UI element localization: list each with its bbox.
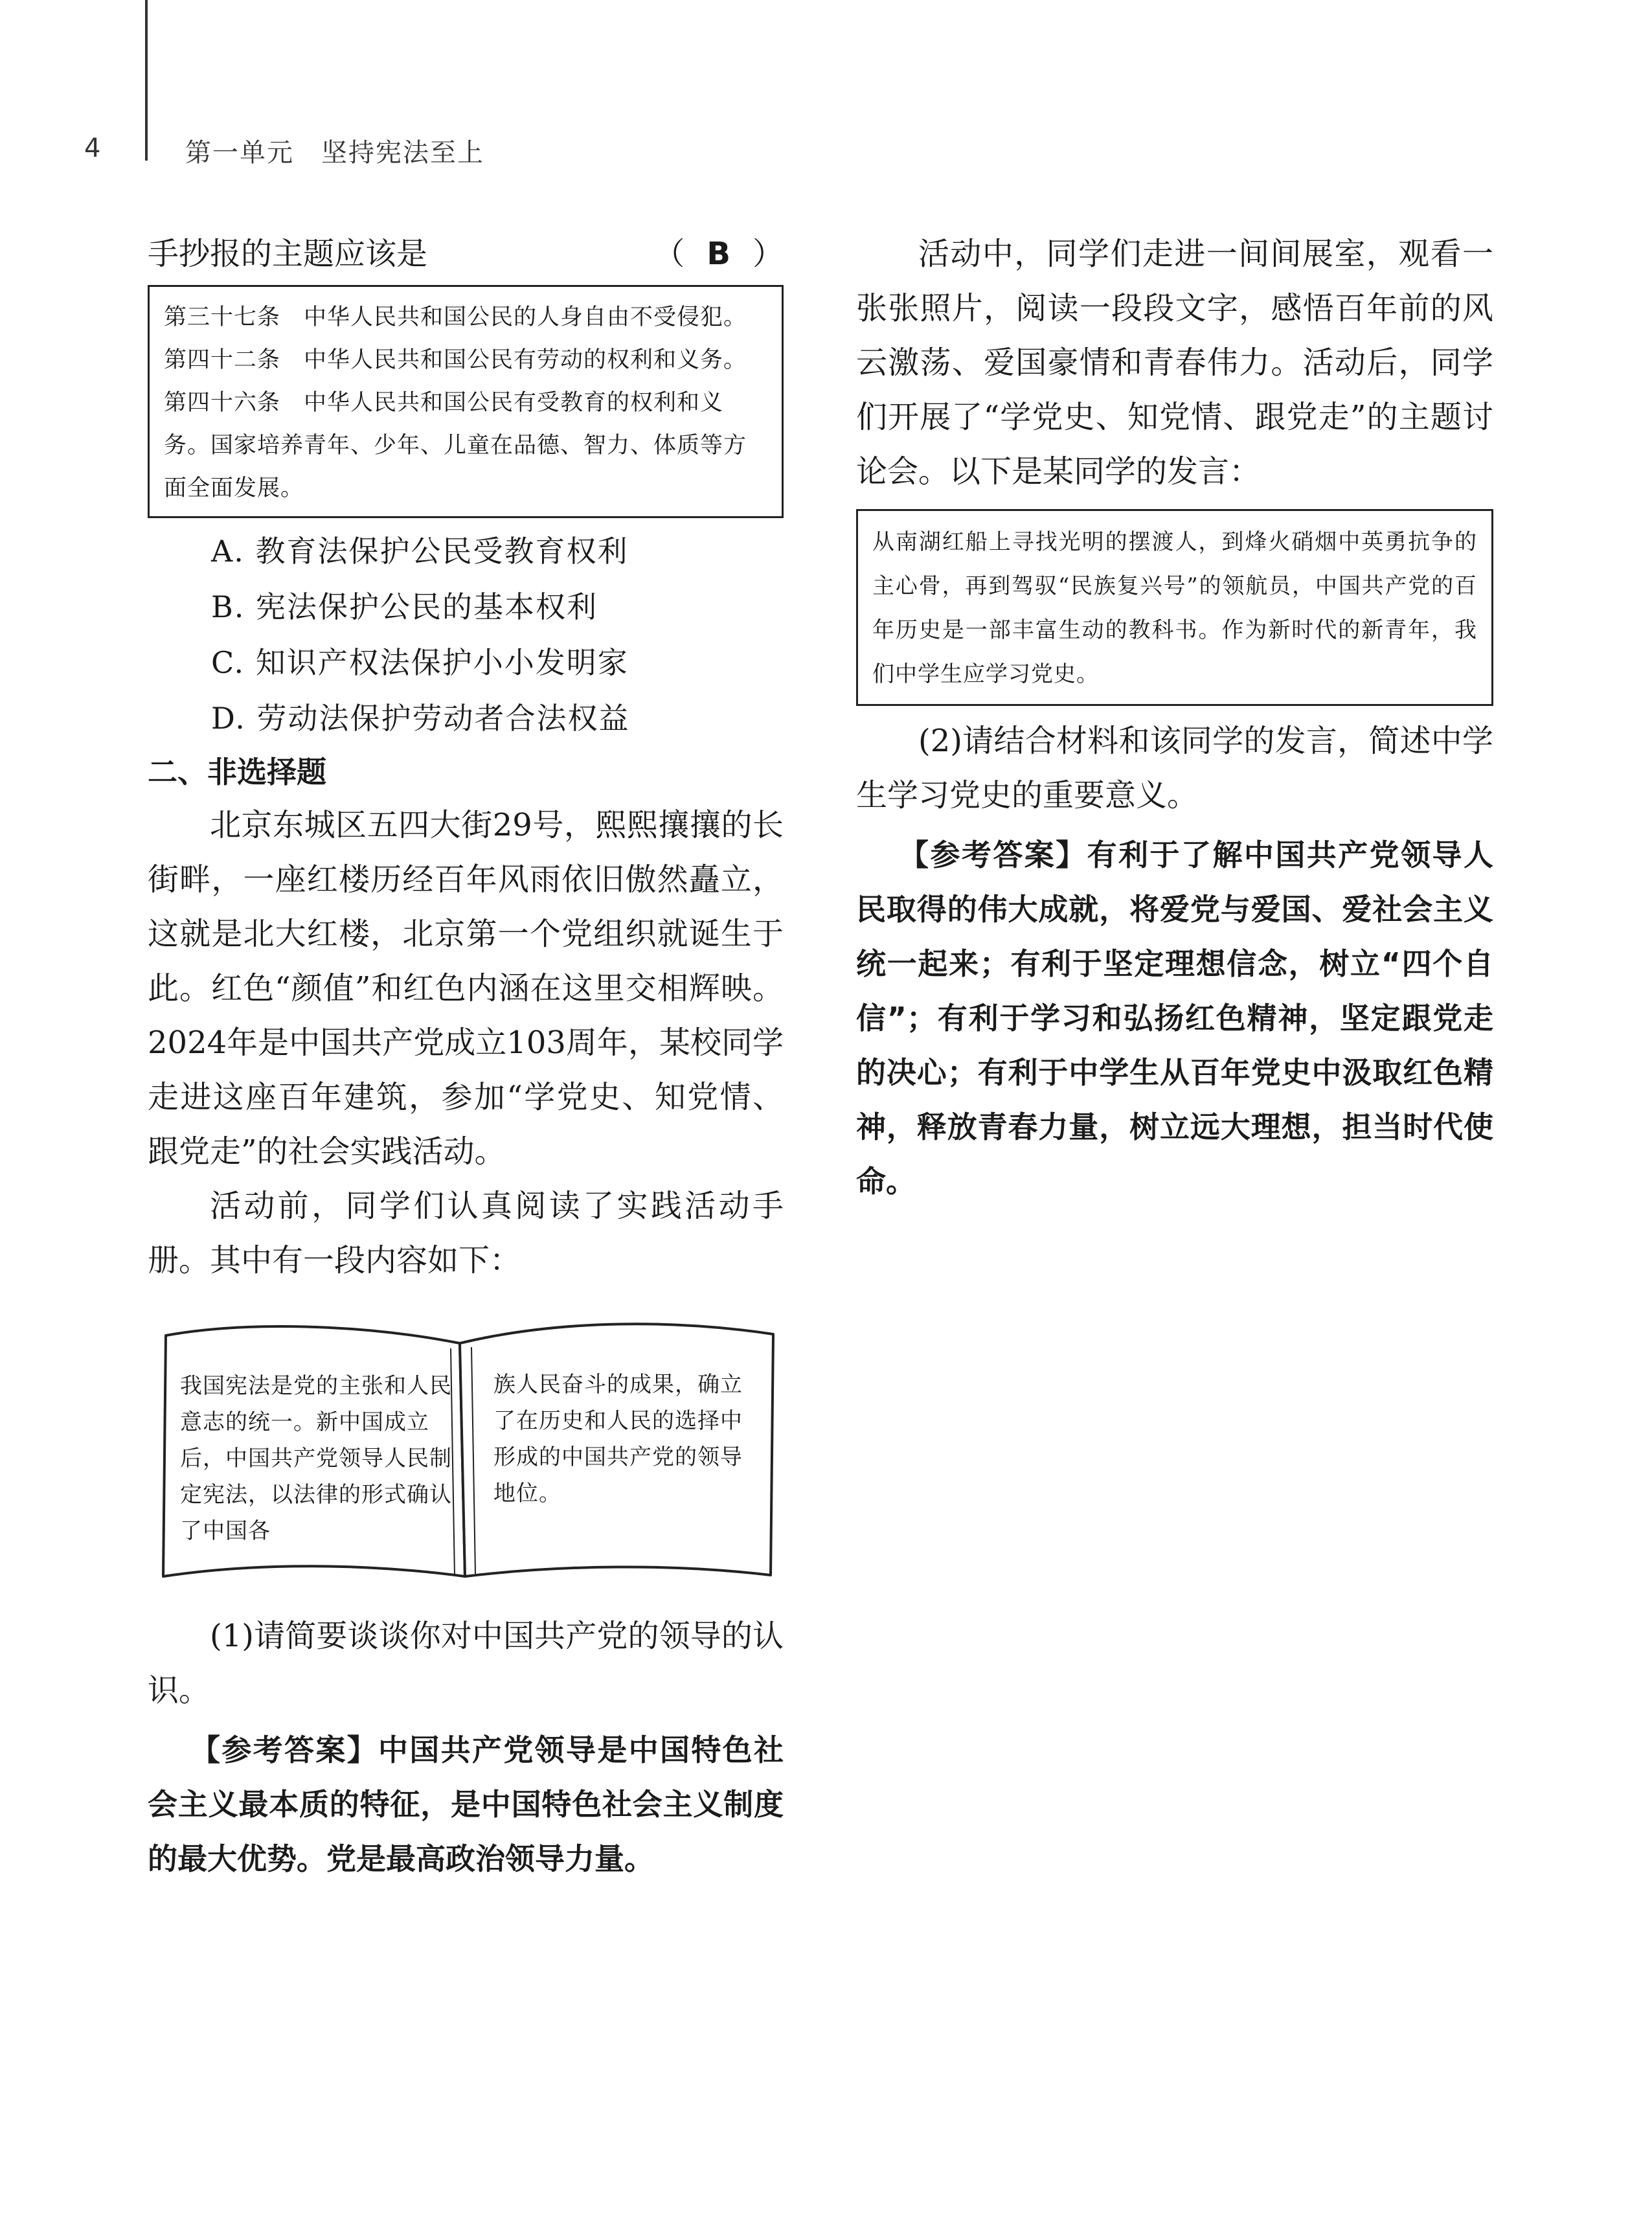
answer-bracket: [653, 227, 784, 281]
book-right-page-text: 族人民奋斗的成果，确立了在历史和人民的选择中形成的中国共产党的领导地位。: [493, 1372, 743, 1506]
reference-answer-1: 【参考答案】中国共产党领导是中国特色社会主义最本质的特征，是中国特色社会主义制度的最大优势。党是最高政治领导力量。: [148, 1732, 784, 1876]
material-paragraph-3: 活动中，同学们走进一间间展室，观看一张张照片，阅读一段段文字，感悟百年前的风云激荡、爱国豪情和青春伟力。活动后，同学们开展了“学党史、知党情、跟党走”的主题讨论会。以下是某同学的发言：: [856, 236, 1493, 490]
material-paragraph-2: 活动前，同学们认真阅读了实践活动手册。其中有一段内容如下：: [148, 1188, 784, 1278]
answer-close: ）: [752, 236, 784, 272]
question-stem-text: 手抄报的主题应该是: [148, 236, 428, 272]
section-heading: 二、非选择题: [148, 755, 326, 789]
answer-options: [148, 523, 784, 746]
right-column: [856, 227, 1493, 1209]
reference-answer-2: 【参考答案】有利于了解中国共产党领导人民取得的伟大成就，将爱党与爱国、爱社会主义统一起来；有利于坚定理想信念，树立“四个自信”；有利于学习和弘扬红色精神，坚定跟党走的决心；有利于中学生从百年党史中汲取红色精神，释放青春力量，树立远大理想，担当时代使命。: [856, 837, 1493, 1199]
unit-title: 第一单元 坚持宪法至上: [185, 138, 484, 168]
article-42: 第四十二条 中华人民共和国公民有劳动的权利和义务。: [164, 347, 747, 373]
article-46: 第四十六条 中华人民共和国公民有受教育的权利和义务。国家培养青年、少年、儿童在品德、智力、体质等方面全面发展。: [164, 390, 747, 501]
open-book-illustration: [148, 1310, 784, 1595]
question-stem: [148, 227, 784, 281]
left-column: [148, 227, 784, 1886]
option-a: A. 教育法保护公民受教育权利: [211, 534, 629, 569]
page-number: 4: [84, 133, 101, 163]
answer-open: （: [653, 236, 685, 272]
student-speech-box: [856, 509, 1493, 706]
question-1: (1)请简要谈谈你对中国共产党的领导的认识。: [148, 1618, 784, 1709]
option-c: C. 知识产权法保护小小发明家: [211, 645, 629, 680]
header-divider: [145, 0, 148, 161]
student-speech-text: 从南湖红船上寻找光明的摆渡人，到烽火硝烟中英勇抗争的主心骨，再到驾驭“民族复兴号”的领航员，中国共产党的百年历史是一部丰富生动的教科书。作为新时代的新青年，我们中学生应学习党史。: [872, 529, 1477, 687]
answer-letter: B: [707, 236, 730, 272]
option-b: B. 宪法保护公民的基本权利: [211, 589, 598, 624]
book-left-page-text: 我国宪法是党的主张和人民意志的统一。新中国成立后，中国共产党领导人民制定宪法，以法律的形式确认了中国各: [180, 1373, 452, 1544]
material-paragraph-1: 北京东城区五四大街29号，熙熙攘攘的长街畔，一座红楼历经百年风雨依旧傲然矗立，这就是北大红楼，北京第一个党组织就诞生于此。红色“颜值”和红色内涵在这里交相辉映。2024年是中国共产党成立103周年，某校同学走进这座百年建筑，参加“学党史、知党情、跟党走”的社会实践活动。: [148, 807, 784, 1170]
article-37: 第三十七条 中华人民共和国公民的人身自由不受侵犯。: [164, 304, 747, 330]
question-2: (2)请结合材料和该同学的发言，简述中学生学习党史的重要意义。: [856, 723, 1493, 813]
option-d: D. 劳动法保护劳动者合法权益: [211, 701, 630, 736]
constitution-articles-box: [148, 285, 784, 518]
